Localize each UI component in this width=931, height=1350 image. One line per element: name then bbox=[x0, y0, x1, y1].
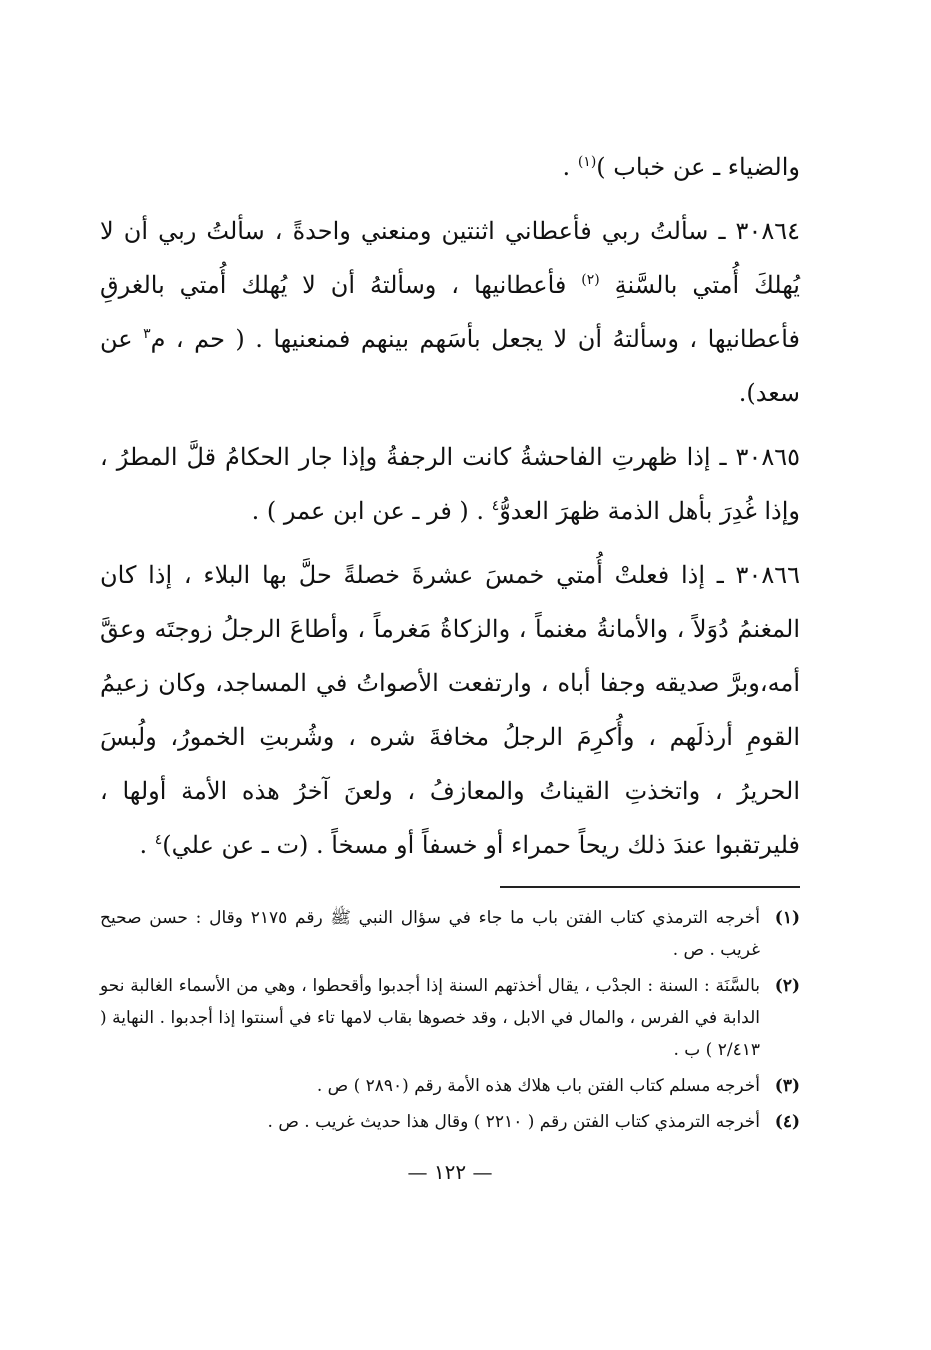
footnote-divider bbox=[500, 886, 800, 888]
footnote-2 bbox=[100, 970, 800, 1066]
text-segment: ـ سألتُ ربي فأعطاني اثنتين ومنعني واحدةً ، سألتُ ربي أن لا يُهلكَ أُمتي بالسَّنةِ bbox=[100, 217, 800, 299]
footnote-text: بالسَّنَة : السنة : الجدْب ، يقال أخذتهم السنة إذا أجدبوا وأقحطوا ، وهي من الأسماء الغالبة نحو الدابة في الفرس ، والمال في الابل ، وقد خصوها بقاب لامها تاء في أسنتوا إذا أجدبوا . النهاية ( ٢/٤١٣ ) ب . bbox=[100, 976, 760, 1060]
footnote-number: (٢) bbox=[774, 976, 800, 996]
hadith-30865 bbox=[100, 430, 800, 538]
hadith-30866 bbox=[100, 548, 800, 872]
hadith-number: ٣٠٨٦٥ bbox=[735, 443, 800, 471]
text-segment: والضياء ـ عن خباب ) bbox=[596, 153, 800, 181]
footnote-ref-4a: ٤ bbox=[491, 498, 500, 514]
footnote-number: (١) bbox=[774, 908, 800, 928]
text-segment: ـ إذا ظهرتِ الفاحشةُ كانت الرجفةُ وإذا جار الحكامُ قلَّ المطرُ ، وإذا غُدِرَ بأهل الذمة ظهرَ العدوُّ bbox=[100, 443, 800, 525]
main-text bbox=[100, 140, 800, 872]
page-content bbox=[100, 140, 800, 1184]
footnotes bbox=[100, 902, 800, 1138]
footnote-ref-1: (١) bbox=[577, 154, 597, 170]
footnote-4 bbox=[100, 1106, 800, 1138]
footnote-ref-4b: ٤ bbox=[154, 832, 163, 848]
hadith-30864 bbox=[100, 204, 800, 420]
footnote-1 bbox=[100, 902, 800, 966]
footnote-number: (٤) bbox=[774, 1112, 800, 1132]
footnote-number: (٣) bbox=[774, 1076, 800, 1096]
footnote-text: أخرجه الترمذي كتاب الفتن باب ما جاء في سؤال النبي ﷺ رقم ٢١٧٥ وقال : حسن صحيح غريب . ص . bbox=[100, 908, 760, 960]
text-segment: فأعطانيها ، وسألتهُ أن لا يُهلك أُمتي بالغرقِ فأعطانيها ، وسألتهُ أن لا يجعل بأسَهم بينهم فمنعنيها . ( حم ، م bbox=[100, 271, 800, 353]
footnote-3 bbox=[100, 1070, 800, 1102]
text-segment: . bbox=[139, 831, 155, 859]
paragraph-continuation bbox=[100, 140, 800, 194]
text-segment: عن سعد). bbox=[100, 325, 800, 407]
page-number: — ١٢٢ — bbox=[407, 1160, 493, 1184]
text-segment: . ( فر ـ عن ابن عمر ) . bbox=[251, 497, 492, 525]
hadith-number: ٣٠٨٦٤ bbox=[735, 217, 800, 245]
footnote-text: أخرجه مسلم كتاب الفتن باب هلاك هذه الأمة رقم (٢٨٩٠ ) ص . bbox=[316, 1076, 760, 1096]
footnote-ref-2: (٢) bbox=[581, 272, 600, 288]
footnote-text: أخرجه الترمذي كتاب الفتن رقم ( ٢٢١٠ ) وقال هذا حديث غريب . ص . bbox=[267, 1112, 760, 1132]
text-segment: . bbox=[562, 153, 578, 181]
hadith-number: ٣٠٨٦٦ bbox=[735, 561, 800, 589]
footnote-ref-3: ٣ bbox=[143, 326, 151, 342]
text-segment: ـ إذا فعلتْ أُمتي خمسَ عشرةَ خصلةً حلَّ بها البلاء ، إذا كان المغنمُ دُوَلاً ، والأمانةُ مغنماً ، والزكاةُ مَغرماً ، وأطاعَ الرجلُ زوجتَه وعقَّ أمه،وبرَّ صديقه وجفا أباه ، وارتفعت الأصواتُ في المساجد، وكان زعيمُ القومِ أرذلَهم ، وأُكرِمَ الرجلُ مخافةَ شره ، وشُربتِ الخمورُ، ولُبسَ الحريرُ ، واتخذتِ القيناتُ والمعازفُ ، ولعنَ آخرُ هذه الأمة أولها ، فليرتقبوا عندَ ذلك ريحاً حمراء أو خسفاً أو مسخاً . (ت ـ عن علي) bbox=[100, 561, 800, 859]
